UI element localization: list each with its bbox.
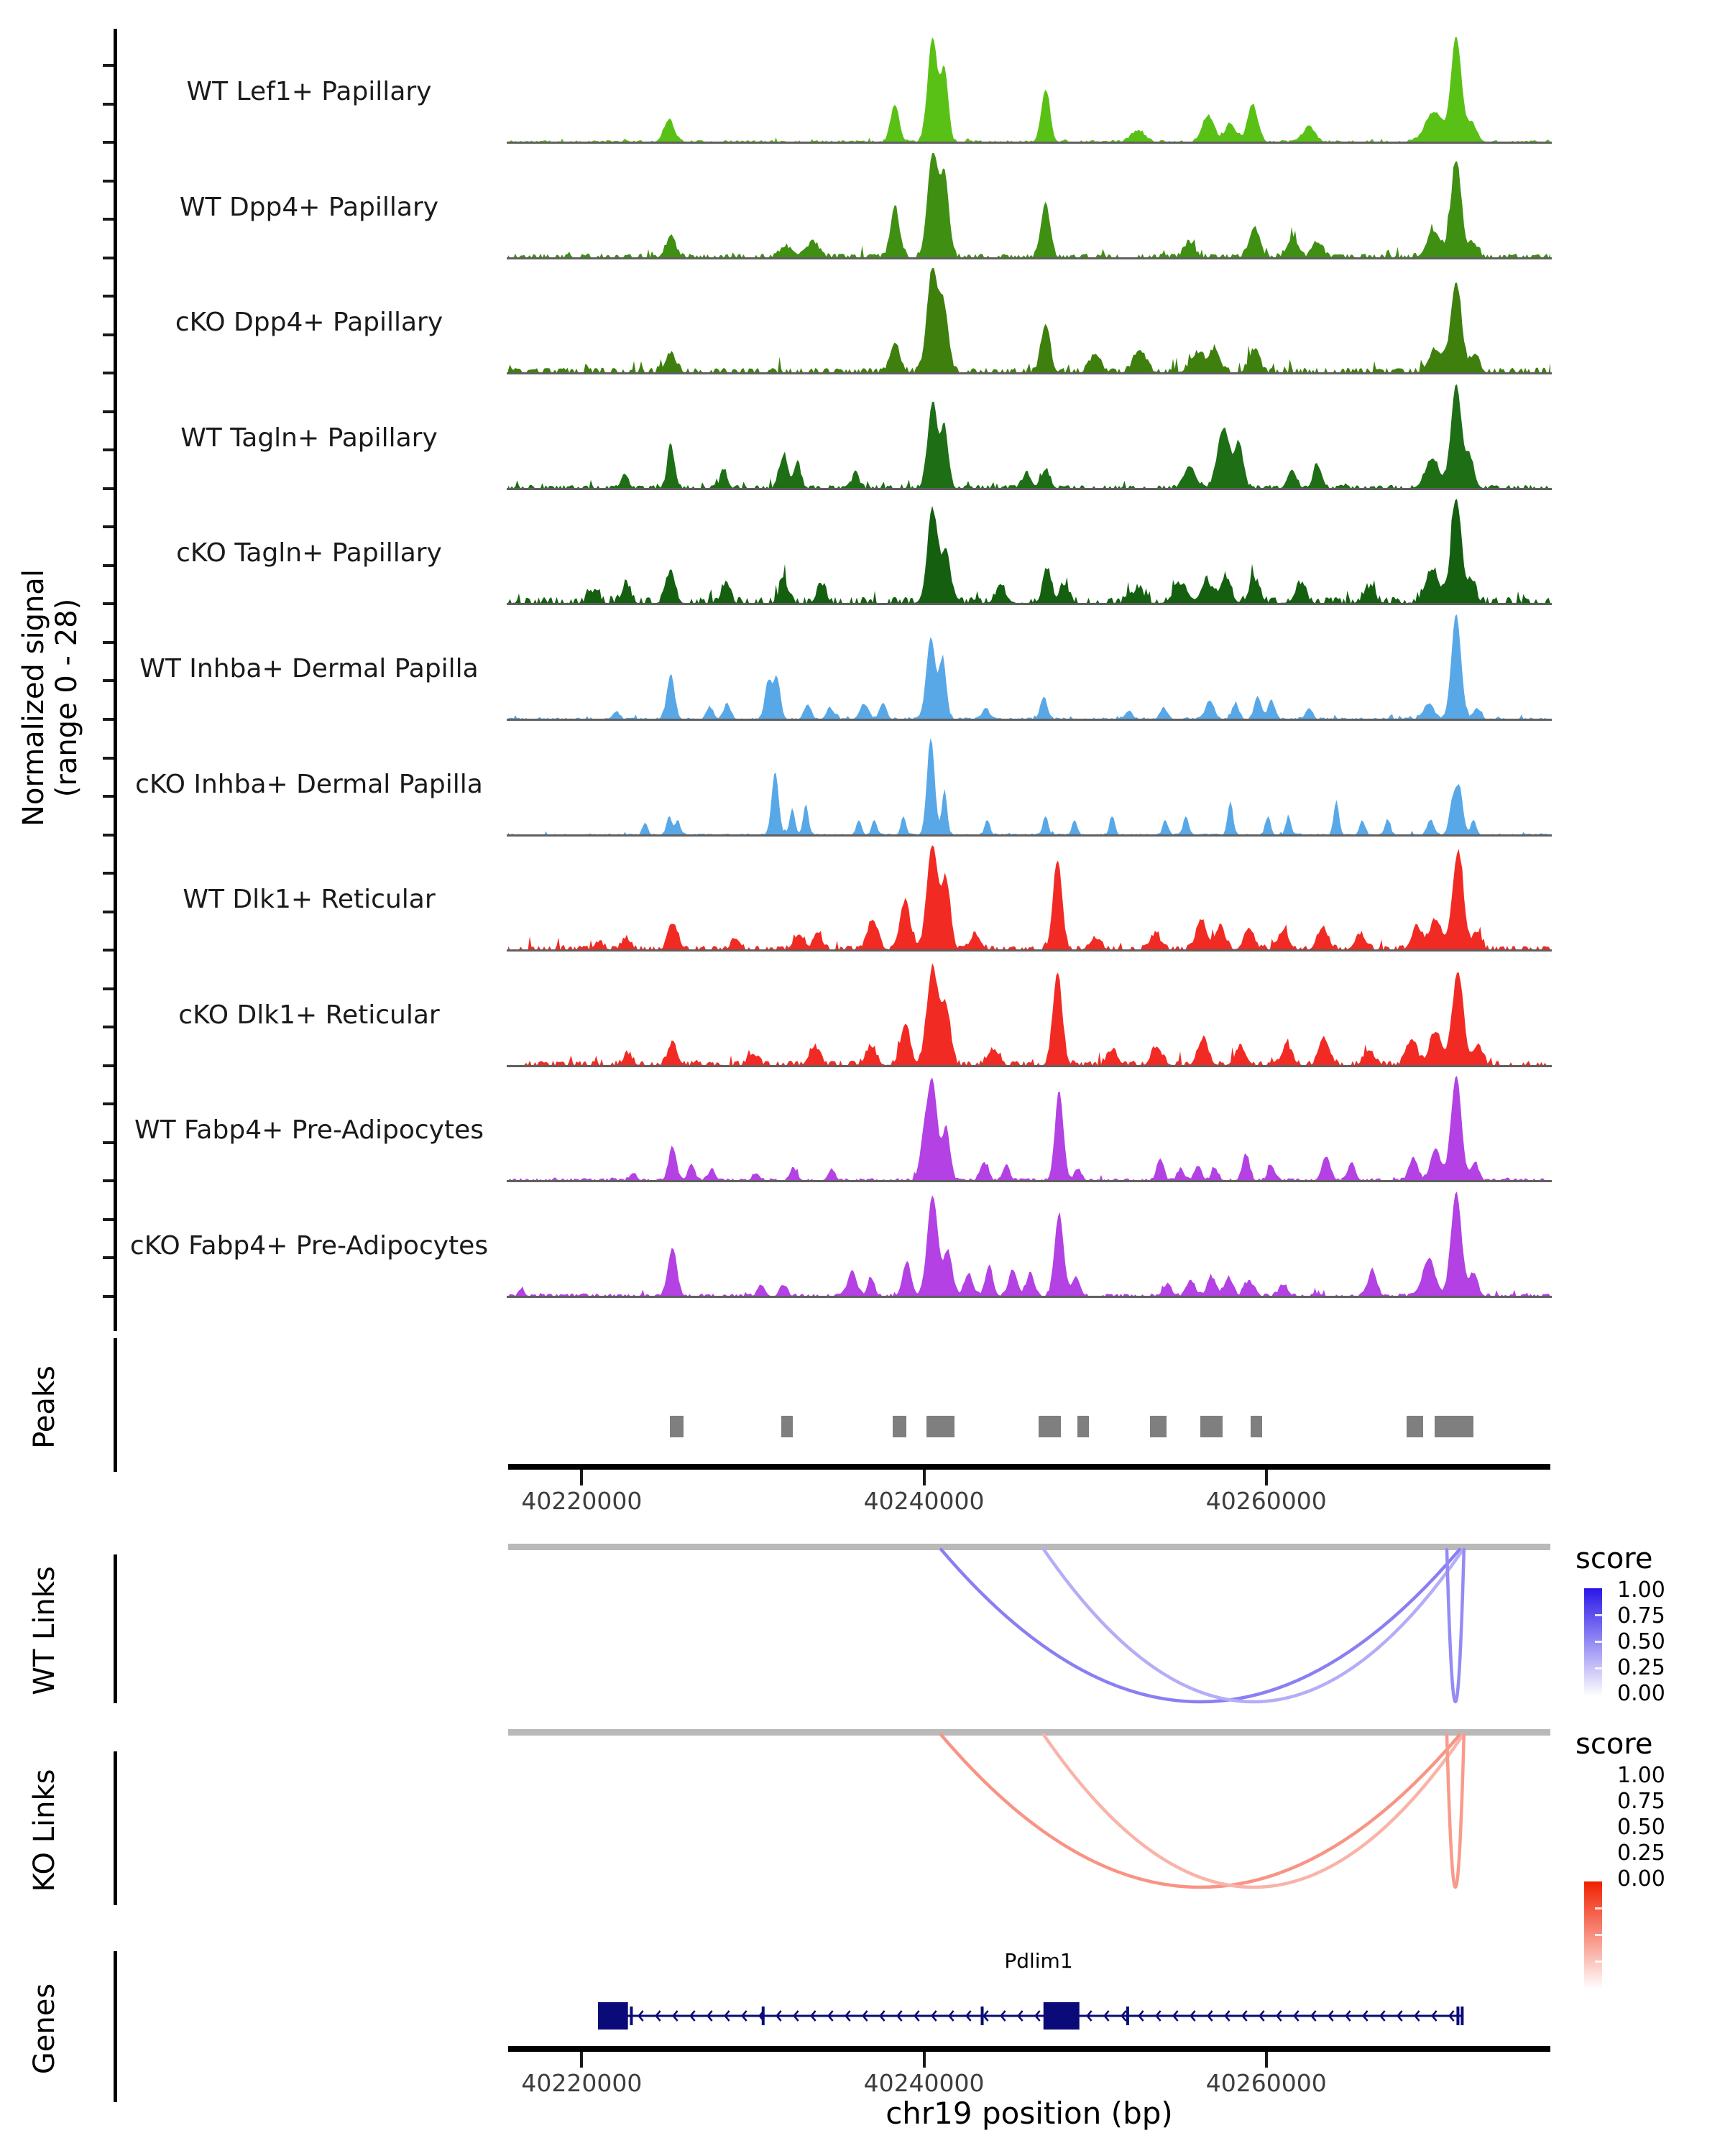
signal-y-axis-tick [103,64,114,67]
genome-axis-tick-label: 40260000 [1205,2069,1327,2097]
genome-axis-tick-label: 40240000 [863,1487,985,1515]
wt-links-section-label: WT Links [28,1566,61,1695]
track-signal-area [508,35,1550,143]
signal-y-axis-tick [103,410,114,413]
peak-interval [1435,1416,1473,1437]
ko-score-label-100: 1.00 [1617,1763,1665,1788]
peak-interval [1251,1416,1262,1437]
track-baseline [507,949,1552,952]
track-baseline [507,1180,1552,1182]
signal-y-axis-tick [103,257,114,259]
signal-y-axis-tick [103,372,114,374]
ko-score-label-000: 0.00 [1617,1866,1665,1892]
genes-bracket-line [114,1951,117,2102]
link-arc [941,1549,1459,1702]
coverage-signal-polygon [508,738,1550,835]
link-arc [1447,1735,1464,1887]
signal-y-axis-tick [103,834,114,837]
track-label: WT Fabp4+ Pre-Adipocytes [134,1115,484,1146]
link-arc [1044,1735,1463,1887]
signal-y-axis-tick [103,757,114,760]
genes-section-label: Genes [28,1983,61,2075]
track-baseline [507,603,1552,605]
genome-axis-tick-label: 40220000 [521,2069,643,2097]
link-arc [1447,1549,1464,1702]
link-arc [1044,1549,1463,1702]
gene-end-tick [1460,2007,1463,2025]
coverage-signal-polygon [508,499,1550,604]
coverage-signal-polygon [508,384,1550,488]
ko-links-arcs [508,1729,1550,1905]
peak-interval [781,1416,793,1437]
signal-y-axis-tick [103,487,114,490]
track-signal-area [508,843,1550,951]
gene-model-glyph [508,1987,1550,2045]
peak-interval [1150,1416,1167,1437]
signal-y-axis-title-line1: Normalized signal [17,569,50,826]
coverage-signal-polygon [508,153,1550,258]
track-baseline [507,1296,1552,1298]
track-baseline [507,834,1552,837]
track-baseline [507,372,1552,374]
genome-axis-tick-label: 40260000 [1205,1487,1327,1515]
ko-links-legend-title: score [1576,1728,1653,1761]
gene-name-label: Pdlim1 [1004,1949,1073,1973]
signal-y-axis-tick [103,602,114,605]
genome-axis-tick [1265,2052,1268,2068]
peak-interval [926,1416,954,1437]
coverage-signal-polygon [508,1192,1550,1296]
gene-exon-large [598,2002,628,2030]
track-signal-area [508,728,1550,836]
signal-y-axis-tick [103,718,114,721]
track-label: cKO Fabp4+ Pre-Adipocytes [129,1231,489,1261]
track-baseline [507,142,1552,144]
genome-axis-tick-label: 40240000 [863,2069,985,2097]
signal-y-axis-tick [103,1064,114,1067]
peaks-intervals-row [508,1416,1550,1437]
wt-score-label-100: 1.00 [1617,1577,1665,1603]
signal-y-axis-tick [103,1102,114,1105]
wt-score-gradient-bar [1584,1588,1602,1696]
track-signal-area [508,1189,1550,1297]
ko-links-bracket-line [114,1751,117,1905]
wt-links-bracket-line [114,1554,117,1703]
track-signal-area [508,497,1550,604]
gene-body-line [598,2015,1462,2017]
signal-y-axis-tick [103,180,114,183]
track-baseline [507,719,1552,721]
x-axis-title: chr19 position (bp) [886,2096,1173,2131]
gene-exon-small [762,2007,765,2025]
track-label: cKO Tagln+ Papillary [176,538,442,568]
peaks-bracket-line [114,1338,117,1472]
signal-y-axis-title-line2: (range 0 - 28) [50,598,83,798]
track-signal-area [508,266,1550,374]
track-label: cKO Dlk1+ Reticular [178,1000,440,1030]
gene-exon-small [1456,2007,1459,2025]
genome-axis-top-line [508,1464,1550,1470]
peak-interval [670,1416,684,1437]
ko-score-gradient-bar [1584,1881,1602,1989]
wt-score-label-075: 0.75 [1617,1603,1665,1628]
peaks-section-label: Peaks [28,1365,61,1449]
wt-score-label-000: 0.00 [1617,1681,1665,1706]
genome-axis-tick-label: 40220000 [521,1487,643,1515]
track-label: WT Lef1+ Papillary [186,77,432,106]
track-baseline [507,257,1552,259]
track-signal-area [508,959,1550,1067]
peak-interval [1077,1416,1089,1437]
track-label: WT Dlk1+ Reticular [183,885,436,915]
track-signal-area [508,1074,1550,1181]
track-label: cKO Inhba+ Dermal Papilla [135,769,483,799]
signal-y-axis-tick [103,872,114,875]
track-label: WT Dpp4+ Papillary [179,192,439,222]
genome-axis-tick [923,1470,926,1485]
gene-exon-small [630,2007,632,2025]
ko-score-label-025: 0.25 [1617,1841,1665,1866]
signal-y-axis-tick [103,987,114,990]
track-label: WT Inhba+ Dermal Papilla [139,654,479,683]
peak-interval [893,1416,906,1437]
coverage-signal-polygon [508,845,1550,950]
coverage-signal-polygon [508,614,1550,719]
genome-axis-tick [580,1470,583,1485]
link-arc [941,1735,1459,1887]
wt-links-legend-title: score [1576,1542,1653,1575]
genome-axis-bottom-line [508,2046,1550,2052]
signal-y-axis-tick [103,949,114,952]
coverage-signal-polygon [508,963,1550,1066]
wt-score-label-050: 0.50 [1617,1629,1665,1654]
signal-y-axis-tick [103,1218,114,1221]
signal-y-axis-title [17,410,83,985]
coverage-signal-polygon [508,1076,1550,1181]
ko-links-section-label: KO Links [28,1769,61,1892]
track-baseline [507,488,1552,490]
track-signal-area [508,612,1550,720]
peak-interval [1039,1416,1061,1437]
ko-score-label-075: 0.75 [1617,1789,1665,1814]
wt-score-label-025: 0.25 [1617,1655,1665,1680]
genome-axis-tick [923,2052,926,2068]
coverage-signal-polygon [508,268,1550,373]
track-baseline [507,1065,1552,1067]
gene-exon-large [1044,2002,1080,2030]
track-signal-area [508,151,1550,259]
signal-y-axis-tick [103,141,114,144]
genome-axis-tick [1265,1470,1268,1485]
signal-y-axis-tick [103,295,114,298]
genome-axis-tick [580,2052,583,2068]
signal-y-axis-tick [103,641,114,644]
peak-interval [1200,1416,1223,1437]
track-signal-area [508,382,1550,489]
signal-y-axis-tick [103,1179,114,1182]
coverage-signal-polygon [508,37,1550,142]
signal-y-axis-tick [103,525,114,528]
wt-links-arcs [508,1544,1550,1713]
ko-score-label-050: 0.50 [1617,1815,1665,1840]
gene-exon-small [1126,2007,1129,2025]
peak-interval [1407,1416,1423,1437]
signal-y-axis-tick [103,1295,114,1298]
track-label: cKO Dpp4+ Papillary [175,308,443,338]
track-label: WT Tagln+ Papillary [180,423,438,453]
